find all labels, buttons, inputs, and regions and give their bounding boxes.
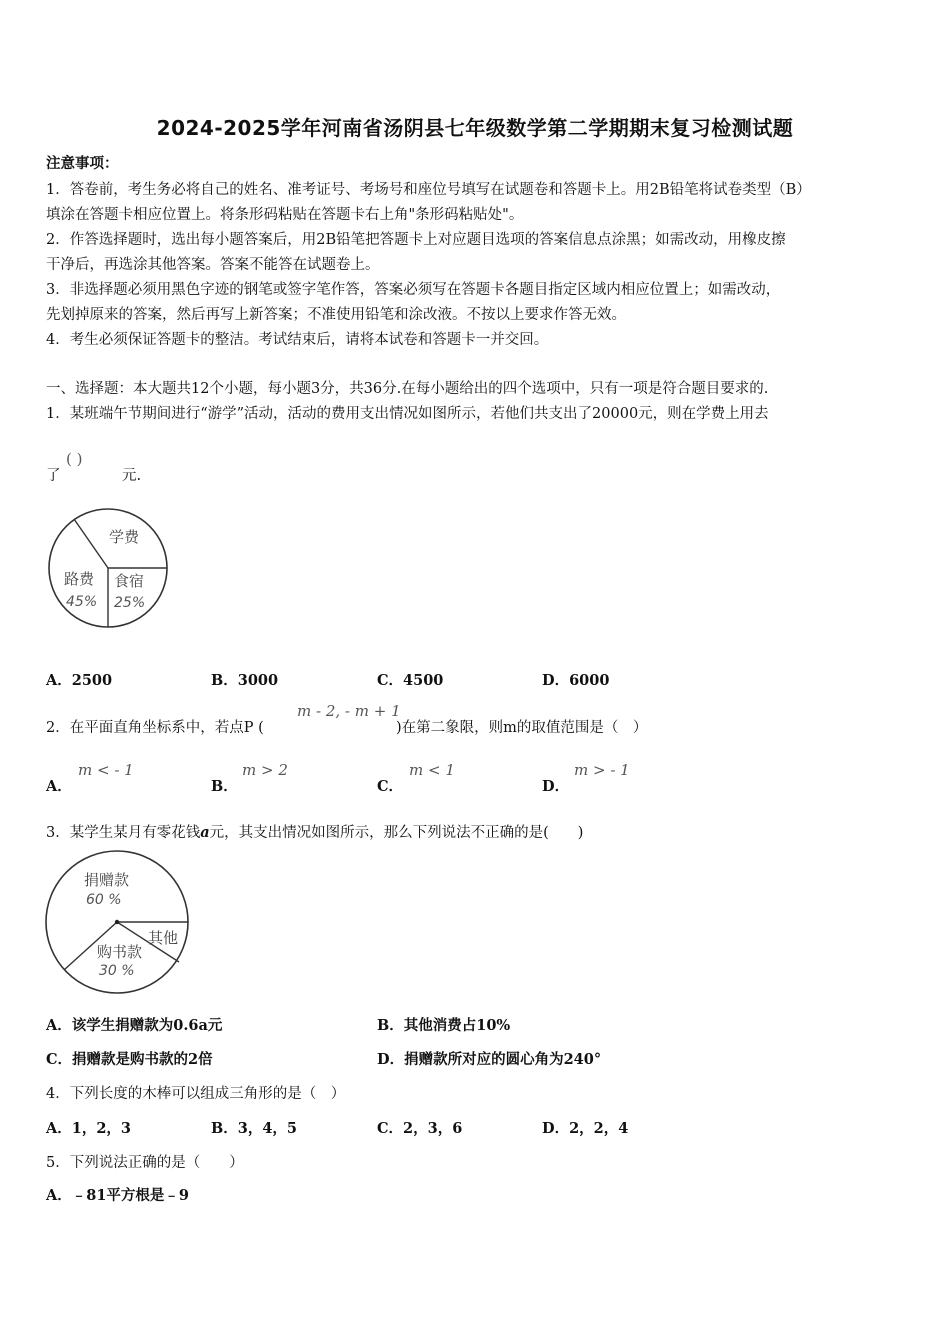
- pie-label-tuition: 学费: [109, 528, 140, 546]
- pie-divider: [74, 519, 108, 568]
- pie-label-donation: 捐赠款: [84, 871, 130, 889]
- notice-line: 填涂在答题卡相应位置上。将条形码粘贴在答题卡右上角"条形码粘贴处"。: [46, 207, 524, 223]
- notice-line: 4．考生必须保证答题卡的整洁。考试结束后，请将本试卷和答题卡一并交回。: [46, 332, 549, 348]
- q2-option-d: D．: [542, 778, 570, 795]
- q3-option-b: B．其他消费占10%: [377, 1017, 511, 1034]
- notice-line: 干净后，再选涂其他答案。答案不能答在试题卷上。: [46, 257, 380, 273]
- pie-label-books: 购书款: [97, 943, 143, 961]
- question-4-text: 4．下列长度的木棒可以组成三角形的是（ ）: [46, 1086, 346, 1102]
- question-3-text: [46, 821, 583, 842]
- notice-line: 先划掉原来的答案，然后再写上新答案；不准使用铅笔和涂改液。不按以上要求作答无效。: [46, 307, 626, 323]
- q4-option-c: C．2，3，6: [377, 1120, 463, 1137]
- pie-percent-travel: 45%: [66, 594, 98, 610]
- q4-option-a: A．1，2，3: [46, 1120, 132, 1137]
- pie-percent-books: 30 %: [99, 963, 135, 979]
- q4-option-b: B．3，4，5: [211, 1120, 298, 1137]
- notice-line: 2．作答选择题时，选出每小题答案后，用2B铅笔把答题卡上对应题目选项的答案信息点涂黑；如需改动，用橡皮擦: [46, 232, 786, 248]
- question-2-text: 2．在平面直角坐标系中，若点P (: [46, 720, 264, 736]
- q1-option-b: B．3000: [211, 672, 279, 689]
- notice-line: 1．答卷前，考生务必将自己的姓名、准考证号、考场号和座位号填写在试题卷和答题卡上。用2B铅笔将试卷类型（B）: [46, 182, 811, 198]
- q2-option-b: B．: [211, 778, 238, 795]
- section-heading: 一、选择题：本大题共12个小题，每小题3分，共36分.在每小题给出的四个选项中，只有一项是符合题目要求的.: [46, 381, 769, 397]
- notice-heading: 注意事项：: [46, 155, 119, 172]
- pie-center: [115, 920, 119, 924]
- notice-line: 3．非选择题必须用黑色字迹的钢笔或签字笔作答，答案必须写在答题卡各题目指定区域内相应位置上；如需改动，: [46, 282, 781, 298]
- q1-option-a: A．2500: [46, 672, 113, 689]
- q5-option-a: A．﹣81平方根是﹣9: [46, 1187, 190, 1204]
- q2-option-b-math: m > 2: [242, 761, 288, 779]
- question-1-blank: ( ): [66, 450, 83, 468]
- q1-option-d: D．6000: [542, 672, 610, 689]
- page-title: 2024-2025学年河南省汤阴县七年级数学第二学期期末复习检测试题: [156, 116, 794, 140]
- pie-label-other: 其他: [148, 929, 179, 947]
- q3-option-d: D．捐赠款所对应的圆心角为240°: [377, 1051, 602, 1068]
- question-3-text-a: 3．某学生某月有零花钱: [46, 825, 201, 841]
- q3-option-a: A．该学生捐赠款为0.6a元: [46, 1017, 223, 1034]
- q2-option-a-math: m < - 1: [78, 761, 134, 779]
- q2-option-a: A．: [46, 778, 72, 795]
- pie-label-travel: 路费: [64, 570, 95, 588]
- question-2-point-math: m - 2, - m + 1: [297, 702, 401, 720]
- q3-option-c: C．捐赠款是购书款的2倍: [46, 1051, 213, 1068]
- question-3-var: a: [200, 824, 210, 841]
- pie-chart-q3: [42, 849, 192, 999]
- pie-label-lodging: 食宿: [114, 572, 145, 590]
- question-1-text-cont: 了: [46, 468, 61, 484]
- q2-option-c-math: m < 1: [409, 761, 455, 779]
- question-1-text: 1．某班端午节期间进行“游学”活动，活动的费用支出情况如图所示，若他们共支出了20000元，则在学费上用去: [46, 406, 769, 422]
- pie-percent-lodging: 25%: [114, 595, 146, 611]
- q2-option-c: C．: [377, 778, 404, 795]
- question-2-text-cont: )在第二象限，则m的取值范围是（ ）: [396, 720, 648, 736]
- question-1-tail: 元.: [122, 468, 142, 484]
- q1-option-c: C．4500: [377, 672, 444, 689]
- q2-option-d-math: m > - 1: [574, 761, 630, 779]
- question-3-text-b: 元，其支出情况如图所示，那么下列说法不正确的是( ): [209, 825, 584, 841]
- question-5-text: 5．下列说法正确的是（ ）: [46, 1155, 244, 1171]
- pie-percent-donation: 60 %: [86, 892, 122, 908]
- q4-option-d: D．2，2，4: [542, 1120, 629, 1137]
- pie-chart-q1: [44, 505, 174, 630]
